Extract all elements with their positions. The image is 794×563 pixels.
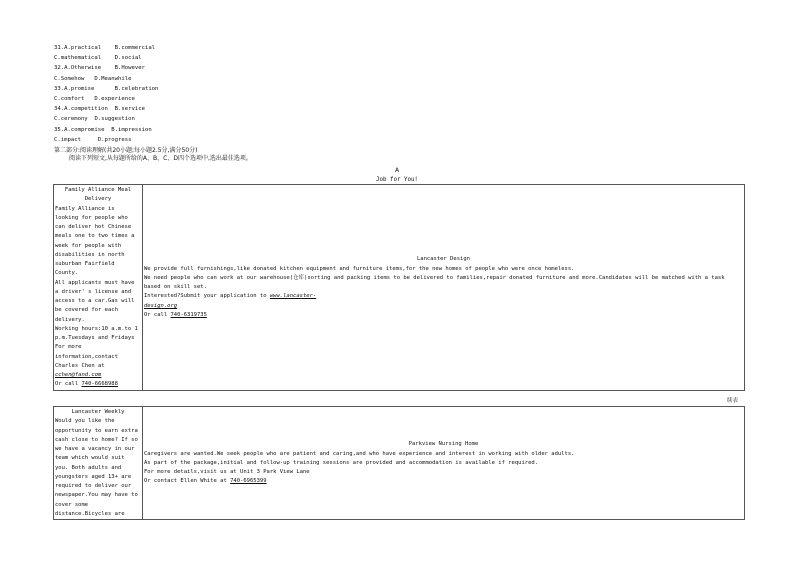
ad-requirements: All applicants must have a driver' s license and access to a car.Gas will be covered for each delivery.: [55, 279, 135, 323]
ad-family-alliance: [54, 185, 143, 391]
continued-label: 续表: [727, 398, 739, 404]
option-line: C.Somehow D.Meanwhile: [54, 75, 132, 82]
ads-table-2: [53, 406, 745, 520]
ad-line: We provide full furnishings,like donated kitchen equipment and furniture items,for the new homes of people who were once homeless.: [144, 265, 575, 272]
ad-line: For more details,visit us at Unit 3 Park View Lane: [144, 469, 310, 476]
option-line: 31.A.practical B.commercial: [54, 45, 156, 51]
ad-line: Caregivers are wanted.We seek people who are patient and caring,and who have experience and interest in working with older adults.: [144, 450, 575, 457]
passage-letter: A: [394, 167, 400, 174]
ad-line: As part of the package,initial and follow-up training sessions are provided and accommodation is available if required.: [144, 459, 539, 466]
option-line: 34.A.competition B.service: [54, 106, 145, 113]
ad-call: Or contact Ellen White at 740-6965399: [144, 478, 267, 485]
ad-line: We need people who can work at our warehouse(仓库)sorting and packing items to be delivered to families,repair donated furniture and more.Candidates will be matched with a task based on skill set.: [144, 274, 725, 291]
ad-contact: For more information,contact Charles Chen at: [55, 344, 118, 369]
ad-call: Or call 740-6668988: [55, 381, 118, 388]
option-line: C.mathematical D.social: [54, 55, 142, 62]
ad-email-link[interactable]: cchen@fand.com: [55, 372, 102, 378]
ad-phone-link[interactable]: 740-6668988: [81, 381, 118, 388]
ad-phone-link[interactable]: 740-6965399: [230, 478, 267, 485]
option-line: C.comfort D.experience: [54, 95, 135, 102]
ad-body: Family Alliance is looking for people who can deliver hot Chinese meals one to two times a week for people with disabilities in north suburban Fairfield County.: [55, 205, 135, 277]
section-heading: 第二部分:阅读理解(共20小题;每小题2.5分,满分50分): [54, 146, 198, 154]
ad-line: Interested?Submit your application to www.lancaster-: [144, 293, 317, 300]
passage-title: Job for You!: [376, 177, 418, 183]
ad-title: Lancaster Design: [417, 256, 470, 263]
option-line: C.ceremony D.suggestion: [54, 116, 135, 123]
ad-website-link-cont[interactable]: design.org: [144, 302, 178, 309]
ad-lancaster-design: [143, 185, 745, 391]
ad-title: Parkview Nursing Home: [408, 441, 479, 448]
ad-lancaster-weekly: [54, 407, 143, 520]
ad-phone-link[interactable]: 740-6319735: [170, 311, 207, 318]
option-line: C.impact D.progress: [54, 136, 132, 143]
ad-title: Family Alliance Meal Delivery: [64, 187, 132, 203]
option-line: 35.A.compromise B.impression: [54, 126, 152, 133]
ads-table-1: [53, 184, 745, 391]
ad-website-link[interactable]: www.lancaster-: [269, 293, 317, 300]
option-line: 32.A.Otherwise B.However: [54, 65, 145, 72]
options-list: [54, 45, 354, 163]
section-instruction: 阅读下列短文,从每题所给的A、B、C、D四个选项中,选出最佳选项。: [69, 154, 252, 162]
ad-call: Or call 740-6319735: [144, 311, 207, 318]
ad-body: Would you like the opportunity to earn extra cash close to home? If so we have a vacancy in our team which would suit you. Both adults and youngsters aged 13+ are required to deliver our newspaper.You may have to cover some distance.Bicycles are: [55, 418, 138, 517]
ad-title: Lancaster Weekly: [71, 409, 125, 415]
option-line: 33.A.promise B.celebration: [54, 85, 159, 92]
ad-parkview-nursing-home: [143, 407, 745, 520]
ad-hours: Working hours:10 a.m.to 1 p.m.Tuesdays and Fridays: [55, 325, 138, 341]
